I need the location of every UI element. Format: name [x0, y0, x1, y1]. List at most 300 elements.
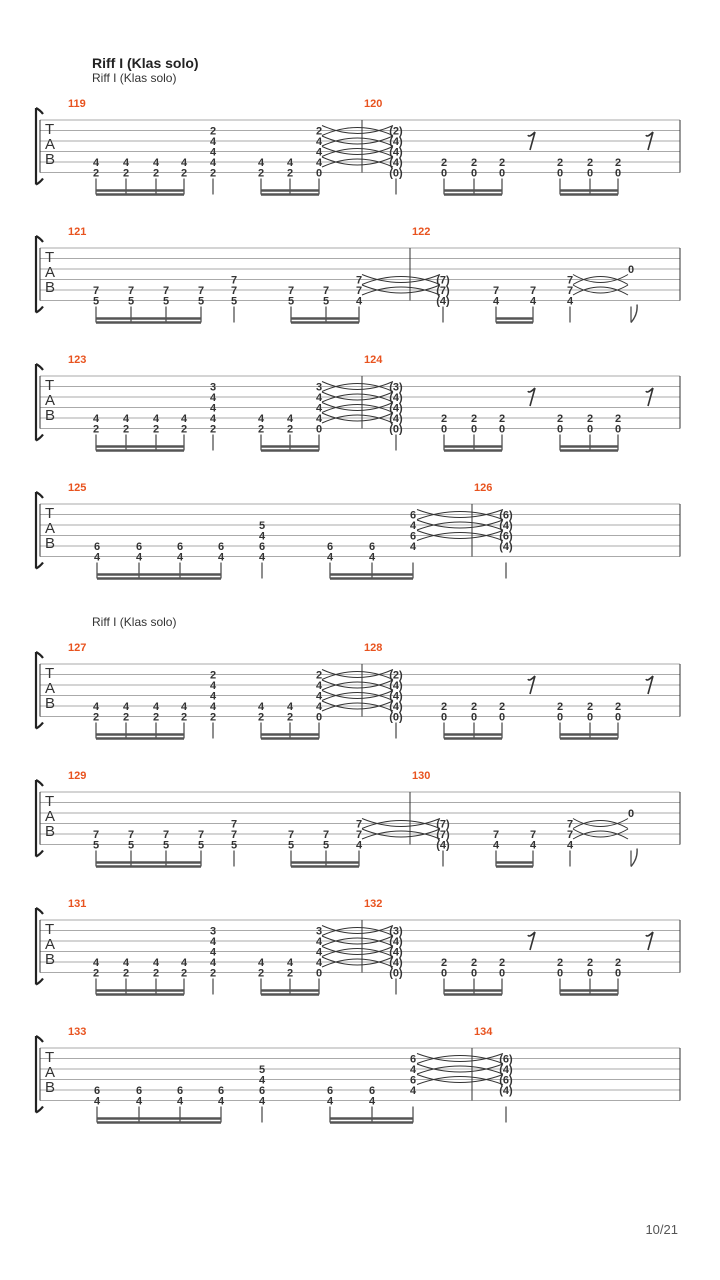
tab-clef-letter: T: [45, 1049, 55, 1066]
fret-number: 0: [315, 167, 323, 180]
tab-staff: [36, 642, 680, 739]
fret-number: 5: [162, 295, 170, 308]
tie: [573, 275, 628, 283]
fret-number: 6: [258, 1085, 266, 1097]
fret-number: 2: [209, 967, 217, 980]
fret-number: (6): [499, 530, 513, 543]
tie: [322, 682, 393, 690]
fret-number: 7: [355, 818, 363, 831]
note-flag: [631, 849, 637, 867]
measure-number: 119: [68, 98, 86, 110]
fret-number: 4: [209, 957, 217, 969]
fret-number: 7: [529, 285, 537, 297]
fret-number: 0: [315, 967, 323, 980]
fret-number: 7: [566, 829, 574, 841]
fret-number: 4: [315, 680, 323, 692]
fret-number: 2: [122, 423, 130, 436]
fret-number: 2: [209, 711, 217, 724]
fret-number: 4: [315, 136, 323, 148]
fret-number: 2: [470, 413, 478, 425]
fret-number: 5: [287, 839, 295, 852]
tie: [362, 277, 440, 285]
section-label: Riff I (Klas solo): [92, 615, 177, 629]
fret-number: 2: [257, 167, 265, 180]
fret-number: 4: [315, 157, 323, 169]
fret-number: 4: [92, 413, 100, 425]
tie: [322, 680, 393, 688]
fret-number: 0: [498, 423, 506, 436]
fret-number: (4): [389, 136, 403, 148]
fret-number: 4: [93, 551, 101, 564]
tab-staff: [36, 1026, 680, 1123]
fret-number: 0: [627, 264, 635, 276]
fret-number: (4): [389, 680, 403, 692]
fret-number: 6: [409, 1053, 417, 1066]
measure-number: 122: [412, 226, 431, 238]
fret-number: 2: [498, 157, 506, 169]
fret-number: 2: [470, 957, 478, 969]
fret-number: 0: [440, 711, 448, 724]
fret-number: 2: [122, 711, 130, 724]
fret-number: 4: [286, 701, 294, 713]
tab-staff: [36, 770, 680, 867]
fret-number: (4): [436, 295, 450, 308]
fret-number: (4): [499, 520, 513, 532]
fret-number: 4: [209, 392, 217, 404]
fret-number: 4: [286, 413, 294, 425]
fret-number: (0): [389, 423, 403, 436]
fret-number: 7: [127, 829, 135, 841]
fret-number: 4: [409, 1064, 417, 1076]
fret-number: (0): [389, 711, 403, 724]
fret-number: 4: [209, 136, 217, 148]
fret-number: 6: [176, 1085, 184, 1097]
fret-number: 2: [498, 701, 506, 713]
fret-number: 5: [127, 839, 135, 852]
tab-clef-letter: B: [45, 695, 56, 712]
fret-number: 0: [627, 808, 635, 820]
fret-number: 4: [355, 295, 363, 308]
fret-number: 2: [152, 423, 160, 436]
measure-number: 129: [68, 770, 87, 782]
fret-number: (4): [389, 402, 403, 415]
fret-number: 4: [315, 946, 323, 959]
tab-clef-letter: B: [45, 535, 56, 552]
tie: [362, 287, 440, 295]
fret-number: 2: [92, 167, 100, 180]
fret-number: 4: [315, 146, 323, 159]
fret-number: (4): [389, 690, 403, 703]
fret-number: 7: [92, 285, 100, 297]
tie: [417, 531, 503, 539]
fret-number: 4: [315, 701, 323, 713]
fret-number: 2: [209, 125, 217, 138]
fret-number: 0: [440, 167, 448, 180]
fret-number: 2: [92, 423, 100, 436]
measure-number: 131: [68, 898, 87, 910]
fret-number: 4: [409, 1085, 417, 1097]
tie: [417, 533, 503, 541]
fret-number: 2: [586, 157, 594, 169]
tab-clef-letter: B: [45, 407, 56, 424]
measure-number: 130: [412, 770, 431, 782]
fret-number: 0: [470, 711, 478, 724]
fret-number: 0: [586, 967, 594, 980]
tie: [573, 277, 628, 285]
fret-number: 4: [529, 839, 537, 852]
fret-number: 7: [287, 829, 295, 841]
fret-number: 0: [614, 967, 622, 980]
tie: [573, 287, 628, 295]
fret-number: 5: [162, 839, 170, 852]
fret-number: 2: [440, 413, 448, 425]
fret-number: 6: [409, 1074, 417, 1087]
fret-number: 7: [355, 829, 363, 841]
tie: [322, 947, 393, 955]
fret-number: (4): [436, 839, 450, 852]
fret-number: 4: [92, 957, 100, 969]
fret-number: (0): [389, 967, 403, 980]
fret-number: 4: [209, 402, 217, 415]
tie: [417, 522, 503, 530]
fret-number: (4): [499, 1085, 513, 1097]
fret-number: 4: [315, 690, 323, 703]
tab-clef-letter: T: [45, 249, 55, 266]
tab-clef-letter: B: [45, 823, 56, 840]
tab-staff: [36, 482, 680, 579]
fret-number: (4): [389, 701, 403, 713]
fret-number: 4: [180, 957, 188, 969]
fret-number: 7: [197, 829, 205, 841]
fret-number: 6: [135, 541, 143, 553]
tie: [322, 128, 393, 136]
fret-number: 4: [492, 295, 500, 308]
fret-number: 6: [409, 509, 417, 522]
fret-number: 6: [368, 1085, 376, 1097]
fret-number: 4: [92, 157, 100, 169]
fret-number: 2: [152, 167, 160, 180]
fret-number: (3): [389, 381, 403, 394]
fret-number: (7): [436, 829, 450, 841]
song-section-title: Riff I (Klas solo): [92, 55, 199, 71]
fret-number: (7): [436, 285, 450, 297]
fret-number: 4: [257, 413, 265, 425]
fret-number: 2: [152, 967, 160, 980]
fret-number: 4: [409, 541, 417, 553]
fret-number: 4: [209, 680, 217, 692]
fret-number: 5: [197, 295, 205, 308]
fret-number: (4): [389, 946, 403, 959]
fret-number: 4: [368, 1095, 376, 1108]
fret-number: 5: [230, 839, 238, 852]
page-number: 10/21: [645, 1222, 678, 1237]
fret-number: 6: [135, 1085, 143, 1097]
tie: [417, 1066, 503, 1074]
tab-clef-letter: T: [45, 793, 55, 810]
fret-number: 4: [529, 295, 537, 308]
fret-number: 4: [92, 701, 100, 713]
fret-number: 6: [258, 541, 266, 553]
tie: [322, 926, 393, 934]
measure-number: 123: [68, 354, 87, 366]
fret-number: 4: [93, 1095, 101, 1108]
fret-number: 4: [257, 157, 265, 169]
fret-number: 0: [614, 711, 622, 724]
fret-number: 3: [209, 381, 217, 394]
fret-number: 4: [315, 392, 323, 404]
fret-number: (7): [436, 818, 450, 831]
fret-number: 4: [122, 157, 130, 169]
fret-number: 7: [492, 829, 500, 841]
fret-number: 4: [152, 413, 160, 425]
measure-number: 126: [474, 482, 493, 494]
fret-number: (4): [499, 1064, 513, 1076]
fret-number: 4: [209, 690, 217, 703]
tab-clef-letter: A: [45, 520, 56, 537]
tab-clef-letter: A: [45, 936, 56, 953]
fret-number: 4: [135, 551, 143, 564]
tie: [322, 394, 393, 402]
fret-number: (2): [389, 125, 403, 138]
fret-number: 4: [122, 957, 130, 969]
tab-clef-letter: A: [45, 264, 56, 281]
tab-clef-letter: B: [45, 951, 56, 968]
fret-number: 2: [470, 157, 478, 169]
fret-number: 7: [197, 285, 205, 297]
fret-number: (7): [436, 274, 450, 287]
fret-number: 4: [368, 551, 376, 564]
fret-number: 7: [92, 829, 100, 841]
fret-number: 2: [180, 423, 188, 436]
fret-number: 5: [258, 520, 266, 532]
fret-number: 7: [287, 285, 295, 297]
tab-clef-letter: T: [45, 121, 55, 138]
tie: [322, 384, 393, 392]
tie: [573, 829, 628, 837]
tab-clef-letter: A: [45, 136, 56, 153]
fret-number: 4: [209, 946, 217, 959]
fret-number: 2: [440, 157, 448, 169]
measure-number: 125: [68, 482, 87, 494]
fret-number: 0: [440, 423, 448, 436]
fret-number: 3: [209, 925, 217, 938]
fret-number: 7: [322, 285, 330, 297]
measure-number: 134: [474, 1026, 493, 1038]
tie: [322, 928, 393, 936]
measure-number: 127: [68, 642, 87, 654]
fret-number: 4: [326, 1095, 334, 1108]
tie: [322, 672, 393, 680]
tie: [417, 1054, 503, 1062]
tie: [417, 510, 503, 518]
tie: [417, 1056, 503, 1064]
fret-number: 2: [556, 957, 564, 969]
fret-number: 7: [230, 829, 238, 841]
fret-number: 4: [286, 157, 294, 169]
tab-clef-letter: B: [45, 279, 56, 296]
fret-number: 2: [556, 413, 564, 425]
fret-number: 2: [257, 967, 265, 980]
tie: [322, 415, 393, 423]
fret-number: 7: [230, 818, 238, 831]
fret-number: 4: [217, 551, 225, 564]
fret-number: 4: [355, 839, 363, 852]
fret-number: 7: [566, 818, 574, 831]
tie: [573, 285, 628, 293]
fret-number: 0: [614, 167, 622, 180]
fret-number: 0: [556, 711, 564, 724]
fret-number: 2: [209, 423, 217, 436]
tie: [322, 138, 393, 146]
fret-number: 4: [258, 1074, 266, 1087]
fret-number: 5: [322, 839, 330, 852]
fret-number: 0: [586, 423, 594, 436]
fret-number: 6: [217, 1085, 225, 1097]
tie: [322, 149, 393, 157]
fret-number: 7: [322, 829, 330, 841]
fret-number: 4: [566, 295, 574, 308]
fret-number: 2: [92, 967, 100, 980]
fret-number: 7: [162, 285, 170, 297]
fret-number: 4: [257, 957, 265, 969]
section-label: Riff I (Klas solo): [92, 71, 177, 85]
tie: [322, 403, 393, 411]
measure-number: 121: [68, 226, 87, 238]
tie: [573, 831, 628, 839]
fret-number: 6: [326, 541, 334, 553]
tab-clef-letter: A: [45, 1064, 56, 1081]
fret-number: 2: [498, 413, 506, 425]
measure-number: 128: [364, 642, 383, 654]
fret-number: 7: [529, 829, 537, 841]
fret-number: 4: [122, 413, 130, 425]
fret-number: 2: [586, 413, 594, 425]
fret-number: 4: [315, 413, 323, 425]
fret-number: 2: [315, 669, 323, 682]
fret-number: (4): [499, 541, 513, 553]
fret-number: 0: [440, 967, 448, 980]
fret-number: 4: [315, 957, 323, 969]
tie: [322, 959, 393, 967]
tab-clef-letter: A: [45, 808, 56, 825]
fret-number: 0: [315, 711, 323, 724]
fret-number: 4: [152, 157, 160, 169]
fret-number: 2: [122, 167, 130, 180]
fret-number: (4): [389, 957, 403, 969]
tab-clef-letter: T: [45, 505, 55, 522]
tie: [362, 831, 440, 839]
tie: [322, 701, 393, 709]
fret-number: 4: [315, 936, 323, 948]
tie: [417, 1077, 503, 1085]
fret-number: 2: [180, 967, 188, 980]
fret-number: 6: [409, 530, 417, 543]
fret-number: 5: [92, 839, 100, 852]
fret-number: 0: [470, 423, 478, 436]
fret-number: 4: [209, 936, 217, 948]
fret-number: 2: [286, 967, 294, 980]
tie: [573, 819, 628, 827]
fret-number: 2: [614, 701, 622, 713]
tab-clef-letter: T: [45, 665, 55, 682]
fret-number: 2: [286, 423, 294, 436]
tie: [322, 147, 393, 155]
fret-number: 2: [180, 711, 188, 724]
fret-number: 2: [614, 157, 622, 169]
tab-clef-letter: A: [45, 392, 56, 409]
fret-number: 4: [180, 701, 188, 713]
fret-number: (3): [389, 925, 403, 938]
fret-number: 5: [127, 295, 135, 308]
tie: [322, 936, 393, 944]
fret-number: 2: [209, 669, 217, 682]
fret-number: (4): [389, 936, 403, 948]
fret-number: 7: [127, 285, 135, 297]
fret-number: 7: [162, 829, 170, 841]
fret-number: 4: [257, 701, 265, 713]
tie: [322, 405, 393, 413]
fret-number: 5: [197, 839, 205, 852]
fret-number: 4: [326, 551, 334, 564]
tie: [322, 413, 393, 421]
fret-number: 6: [326, 1085, 334, 1097]
fret-number: 4: [209, 413, 217, 425]
tie: [362, 821, 440, 829]
fret-number: 4: [135, 1095, 143, 1108]
fret-number: 2: [286, 711, 294, 724]
fret-number: 4: [258, 551, 266, 564]
measure-number: 120: [364, 98, 383, 110]
tie: [322, 703, 393, 711]
fret-number: 4: [315, 402, 323, 415]
fret-number: 4: [180, 157, 188, 169]
fret-number: 0: [586, 167, 594, 180]
tab-staff: [36, 98, 680, 195]
tie: [362, 285, 440, 293]
fret-number: 7: [566, 285, 574, 297]
fret-number: 2: [556, 157, 564, 169]
fret-number: 7: [355, 274, 363, 287]
fret-number: 2: [122, 967, 130, 980]
tie: [362, 829, 440, 837]
note-flag: [631, 305, 637, 323]
tie: [322, 159, 393, 167]
fret-number: 2: [556, 701, 564, 713]
fret-number: 4: [176, 1095, 184, 1108]
tie: [322, 691, 393, 699]
fret-number: 0: [614, 423, 622, 436]
fret-number: (0): [389, 167, 403, 180]
fret-number: 5: [92, 295, 100, 308]
measure-number: 124: [364, 354, 383, 366]
fret-number: 7: [566, 274, 574, 287]
fret-number: 6: [217, 541, 225, 553]
fret-number: 0: [470, 167, 478, 180]
fret-number: 4: [209, 146, 217, 159]
tie: [322, 949, 393, 957]
tie: [362, 819, 440, 827]
fret-number: 4: [217, 1095, 225, 1108]
fret-number: 4: [258, 530, 266, 543]
fret-number: 5: [322, 295, 330, 308]
fret-number: 6: [93, 541, 101, 553]
fret-number: (4): [389, 392, 403, 404]
fret-number: 2: [152, 711, 160, 724]
tie: [322, 382, 393, 390]
fret-number: 0: [315, 423, 323, 436]
fret-number: 4: [152, 957, 160, 969]
fret-number: (4): [389, 146, 403, 159]
